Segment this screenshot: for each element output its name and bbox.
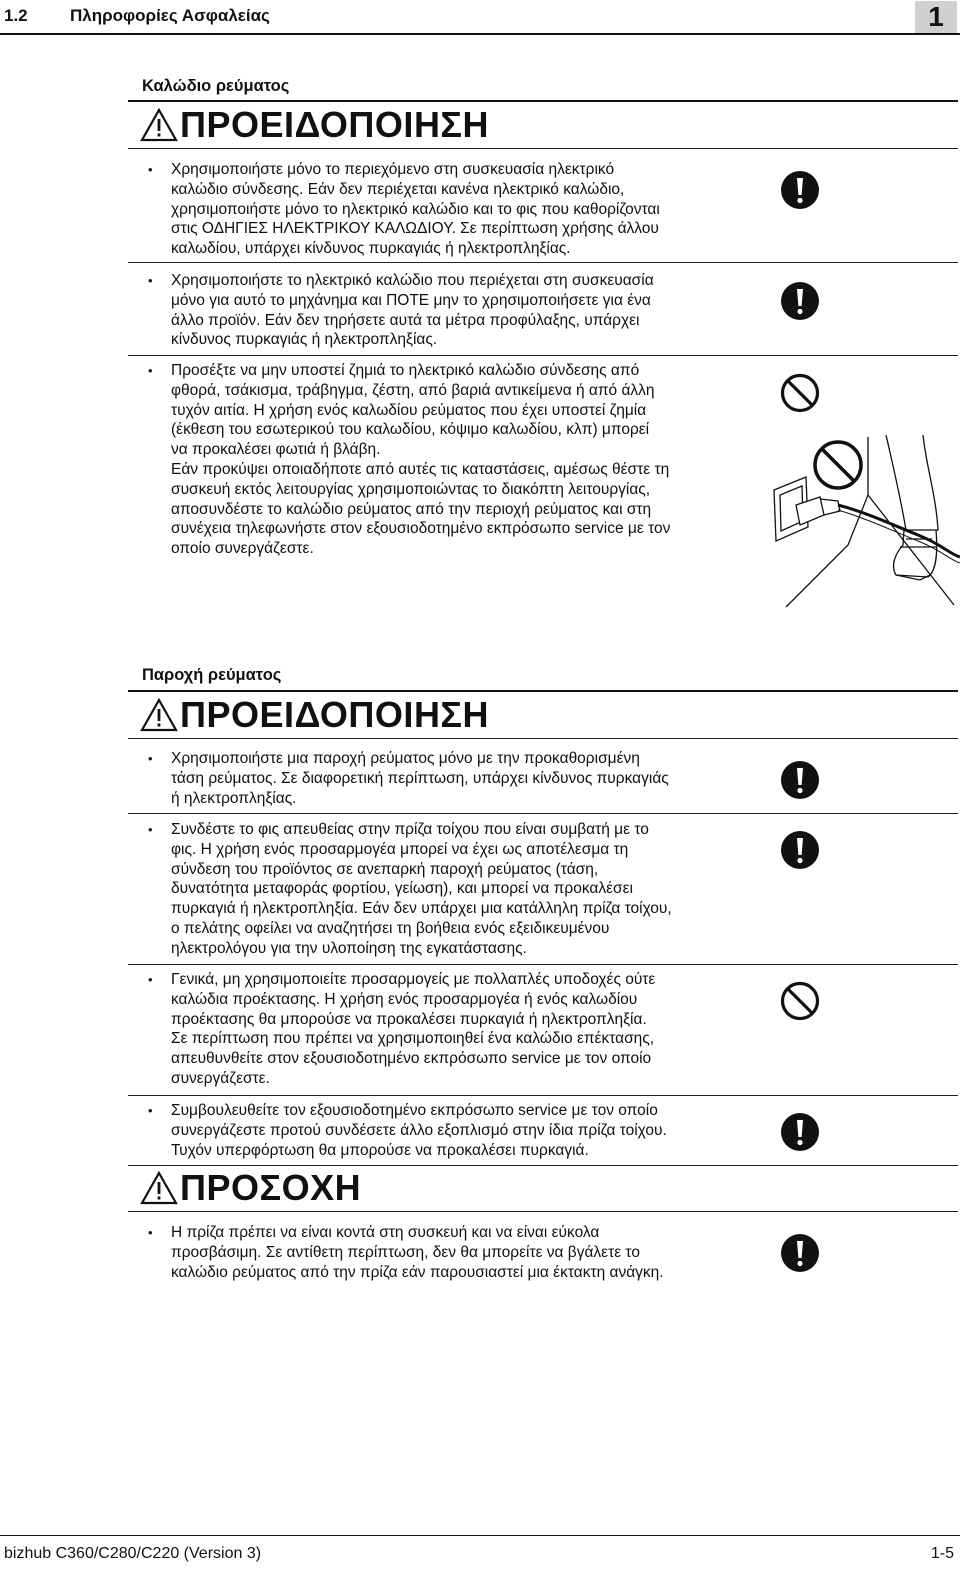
warning-heading	[140, 694, 489, 736]
item-rule	[128, 1095, 958, 1096]
section-rule	[128, 690, 958, 692]
text-line: προέκτασης θα μπορούσε να προκαλέσει πυρκαγιά ή ηλεκτροπληξία.	[171, 1010, 647, 1028]
warning-heading	[140, 104, 489, 146]
text-line: ηλεκτρολόγου για την υλοποίηση της εγκατάστασης.	[171, 939, 527, 957]
text-line: συνέχεια τηλεφωνήστε στον εξουσιοδοτημένο εκπρόσωπο service με τον	[171, 520, 671, 538]
heading-rule	[128, 148, 958, 149]
section-rule	[128, 100, 958, 102]
section-number: 1.2	[4, 6, 28, 25]
bullet: •	[148, 751, 153, 766]
text-line: απευθυνθείτε στον εξουσιοδοτημένο εκπρόσωπο service με τον οποίο	[171, 1050, 652, 1068]
text-line: Η πρίζα πρέπει να είναι κοντά στη συσκευή και να είναι εύκολα	[171, 1224, 600, 1241]
item-rule	[128, 262, 958, 263]
bullet: •	[148, 363, 153, 378]
text-line: να προκαλέσει φωτιά ή βλάβη.	[171, 441, 381, 459]
section-title: Πληροφορίες Ασφαλείας	[70, 6, 270, 25]
text-line: τυχόν αιτία. Η χρήση ενός καλωδίου ρεύματος που έχει υποστεί ζημία	[171, 401, 647, 419]
text-line: καλωδίου, υπάρχει κίνδυνος πυρκαγιάς ή ηλεκτροπληξίας.	[171, 240, 571, 258]
text-line: (έκθεση του εσωτερικού του καλωδίου, κόψιμο καλωδίου, κλπ) μπορεί	[171, 421, 650, 439]
chapter-tab: 1	[915, 1, 957, 33]
caution-heading-label: ΠΡΟΣΟΧΗ	[180, 1167, 362, 1208]
text-line: πυρκαγιά ή ηλεκτροπληξία. Εάν δεν υπάρχει μια κατάλληλη πρίζα τοίχου,	[171, 900, 672, 918]
item-rule	[128, 964, 958, 965]
text-line: κίνδυνος πυρκαγιάς ή ηλεκτροπληξίας.	[171, 331, 438, 349]
text-line: φθορά, τσάκισμα, τράβηγμα, ζέστη, από βαριά αντικείμενα ή από άλλη	[171, 381, 655, 399]
text-line: σύνδεση του προϊόντος σε ανεπαρκή παροχή ρεύματος (τάση,	[171, 860, 599, 878]
text-line: μόνο για αυτό το μηχάνημα και ΠΟΤΕ μην το χρησιμοποιήσετε για ένα	[171, 291, 651, 309]
mandatory-icon	[780, 760, 820, 800]
bullet: •	[148, 972, 153, 987]
power-cord-prohibited-illustration	[768, 435, 960, 610]
text-line: Χρησιμοποιήστε το ηλεκτρικό καλώδιο που περιέχεται στη συσκευασία	[171, 272, 654, 289]
mandatory-icon	[780, 1233, 820, 1273]
header-rule	[0, 33, 960, 35]
warning-triangle-icon	[140, 1171, 178, 1205]
warning-triangle-icon	[140, 108, 178, 142]
mandatory-icon	[780, 830, 820, 870]
footer-rule	[0, 1535, 960, 1536]
text-line: Συνδέστε το φις απευθείας στην πρίζα τοίχου που είναι συμβατή με το	[171, 821, 649, 838]
bullet: •	[148, 1103, 153, 1118]
text-line: συσκευή εκτός λειτουργίας χρησιμοποιώντας το διακόπτη λειτουργίας,	[171, 480, 651, 498]
text-line: φις. Η χρήση ενός προσαρμογέα μπορεί να έχει ως αποτέλεσμα τη	[171, 840, 629, 858]
heading-rule	[128, 1211, 958, 1212]
section-heading-power-supply: Παροχή ρεύματος	[142, 666, 282, 684]
text-line: Εάν προκύψει οποιαδήποτε από αυτές τις καταστάσεις, αμέσως θέστε τη	[171, 460, 670, 478]
page-header	[0, 0, 960, 36]
bullet: •	[148, 273, 153, 288]
bullet: •	[148, 162, 153, 177]
text-line: οποίο συνεργάζεστε.	[171, 540, 314, 558]
text-line: καλώδια προέκτασης. Η χρήση ενός προσαρμογέα ή ενός καλωδίου	[171, 990, 638, 1008]
text-line: προσβάσιμη. Σε αντίθετη περίπτωση, δεν θα μπορείτε να βγάλετε το	[171, 1243, 640, 1261]
caution-heading	[140, 1167, 361, 1209]
text-line: τάση ρεύματος. Σε διαφορετική περίπτωση, υπάρχει κίνδυνος πυρκαγιάς	[171, 769, 669, 787]
mandatory-icon	[780, 1112, 820, 1152]
text-line: συνεργάζεστε.	[171, 1069, 270, 1087]
list-item	[148, 749, 748, 808]
bullet: •	[148, 1225, 153, 1240]
text-line: χρησιμοποιήστε μόνο το ηλεκτρικό καλώδιο και το φις που καθορίζονται	[171, 200, 660, 218]
warning-heading-label: ΠΡΟΕΙΔΟΠΟΙΗΣΗ	[180, 694, 490, 735]
list-item	[148, 1101, 748, 1160]
prohibition-icon	[780, 373, 820, 413]
text-line: ή ηλεκτροπληξίας.	[171, 789, 297, 807]
list-item	[148, 820, 748, 959]
footer-page-number: 1-5	[930, 1545, 954, 1562]
section-heading-power-cord: Καλώδιο ρεύματος	[142, 77, 290, 95]
heading-rule	[128, 738, 958, 739]
text-line: στις ΟΔΗΓΙΕΣ ΗΛΕΚΤΡΙΚΟΥ ΚΑΛΩΔΙΟΥ. Σε περίπτωση χρήσης άλλου	[171, 220, 659, 238]
text-line: καλώδιο ρεύματος από την πρίζα εάν παρουσιαστεί μια έκτακτη ανάγκη.	[171, 1263, 664, 1281]
item-rule	[128, 355, 958, 356]
text-line: καλώδιο σύνδεσης. Εάν δεν περιέχεται κανένα ηλεκτρικό καλώδιο,	[171, 180, 625, 198]
text-line: ο πελάτης οφείλει να αναζητήσει τη βοήθεια ενός εξειδικευμένου	[171, 919, 610, 937]
warning-heading-label: ΠΡΟΕΙΔΟΠΟΙΗΣΗ	[180, 104, 490, 145]
mandatory-icon	[780, 170, 820, 210]
text-line: Προσέξτε να μην υποστεί ζημιά το ηλεκτρικό καλώδιο σύνδεσης από	[171, 362, 640, 379]
list-item	[148, 160, 748, 259]
list-item	[148, 271, 748, 350]
footer-product: bizhub C360/C280/C220 (Version 3)	[4, 1545, 262, 1562]
list-item	[148, 970, 748, 1089]
text-line: Χρησιμοποιήστε μια παροχή ρεύματος μόνο με την προκαθορισμένη	[171, 750, 640, 767]
bullet: •	[148, 822, 153, 837]
list-item	[148, 1223, 748, 1282]
item-rule	[128, 1165, 958, 1166]
text-line: Σε περίπτωση που πρέπει να χρησιμοποιηθεί ένα καλώδιο επέκτασης,	[171, 1030, 655, 1048]
text-line: συνεργάζεστε προτού συνδέσετε άλλο εξοπλισμό στην ίδια πρίζα τοίχου.	[171, 1121, 667, 1139]
text-line: αποσυνδέστε το καλώδιο ρεύματος από την περιοχή ρεύματος και στη	[171, 500, 652, 518]
text-line: άλλο προϊόν. Εάν δεν τηρήσετε αυτά τα μέτρα προφύλαξης, υπάρχει	[171, 311, 640, 329]
text-line: Γενικά, μη χρησιμοποιείτε προσαρμογείς με πολλαπλές υποδοχές ούτε	[171, 971, 656, 988]
item-rule	[128, 813, 958, 814]
mandatory-icon	[780, 281, 820, 321]
text-line: Συμβουλευθείτε τον εξουσιοδοτημένο εκπρόσωπο service με τον οποίο	[171, 1102, 658, 1119]
prohibition-icon	[780, 981, 820, 1021]
list-item	[148, 361, 748, 559]
text-line: Χρησιμοποιήστε μόνο το περιεχόμενο στη συσκευασία ηλεκτρικό	[171, 161, 615, 178]
text-line: Τυχόν υπερφόρτωση θα μπορούσε να προκαλέσει πυρκαγιά.	[171, 1141, 589, 1159]
warning-triangle-icon	[140, 698, 178, 732]
text-line: δυνατότητα μεταφοράς φορτίου, γείωση), και μπορεί να προκαλέσει	[171, 880, 633, 898]
